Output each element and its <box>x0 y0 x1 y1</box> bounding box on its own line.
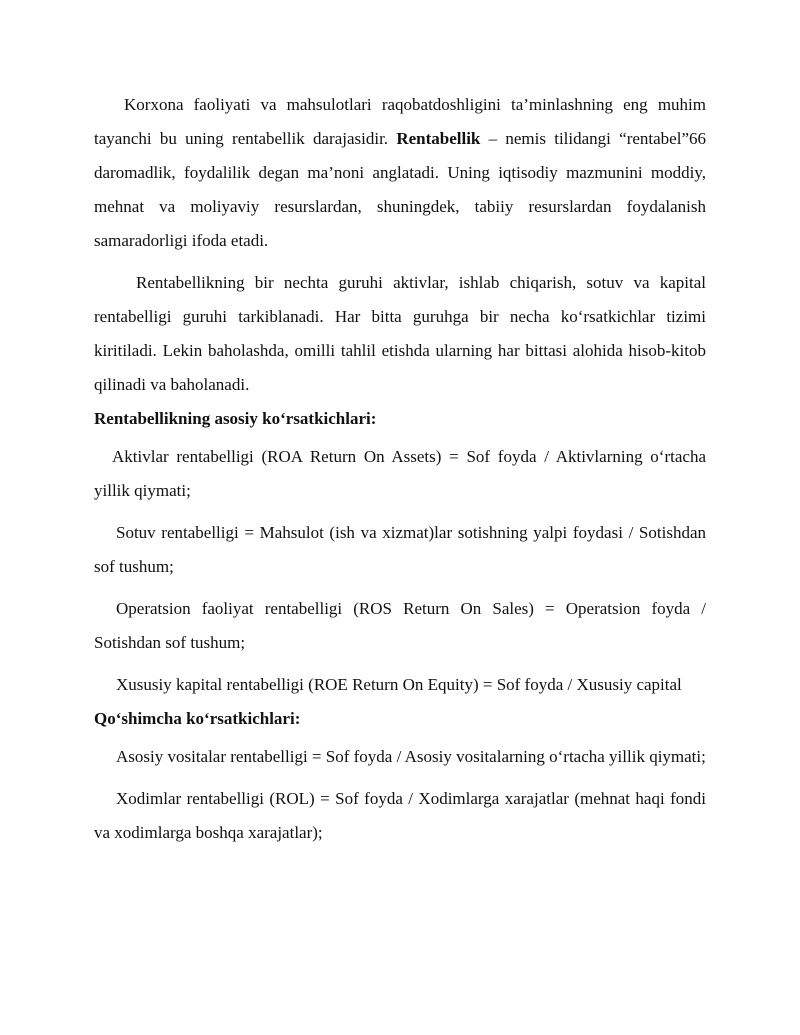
additional-indicators-heading: Qo‘shimcha ko‘rsatkichlari: <box>94 709 301 728</box>
intro-text-end: – nemis tilidangi “rentabel”66 daromadlik, foydalilik degan ma’noni anglatadi. Uning iqtisodiy mazmunini moddiy, mehnat va moliyaviy resurslardan, shuningdek, tabiiy resurslardan foydalanish samaradorligi ifoda etadi. <box>94 129 706 250</box>
formula-rol: Xodimlar rentabelligi (ROL) = Sof foyda / Xodimlarga xarajatlar (mehnat haqi fondi va xodimlarga boshqa xarajatlar); <box>94 789 706 842</box>
formula-ros: Operatsion faoliyat rentabelligi (ROS Return On Sales) = Operatsion foyda / Sotishdan sof tushum; <box>94 599 706 652</box>
main-indicators-heading: Rentabellikning asosiy ko‘rsatkichlari: <box>94 409 377 428</box>
formula-roa: Aktivlar rentabelligi (ROA Return On Assets) = Sof foyda / Aktivlarning o‘rtacha yillik qiymati; <box>94 447 706 500</box>
groups-paragraph: Rentabellikning bir nechta guruhi aktivlar, ishlab chiqarish, sotuv va kapital rentabelligi guruhi tarkiblanadi. Har bitta guruhga bir necha ko‘rsatkichlar tizimi kiritiladi. Lekin baholashda, omilli tahlil etishda ularning har bittasi alohida hisob-kitob qilinadi va baholanadi. <box>94 273 706 394</box>
intro-paragraph <box>94 88 706 258</box>
document-page <box>94 88 706 850</box>
intro-text-start: Korxona faoliyati va mahsulotlari raqobatdoshligini ta’minlashning eng muhim tayanchi bu uning rentabellik darajasidir. <box>94 95 706 148</box>
rentabellik-term: Rentabellik <box>396 129 481 148</box>
formula-fixed-assets: Asosiy vositalar rentabelligi = Sof foyda / Asosiy vositalarning o‘rtacha yillik qiymati; <box>116 747 706 766</box>
formula-roe: Xususiy kapital rentabelligi (ROE Return On Equity) = Sof foyda / Xususiy capital <box>116 675 682 694</box>
formula-sales-profitability: Sotuv rentabelligi = Mahsulot (ish va xizmat)lar sotishning yalpi foydasi / Sotishdan sof tushum; <box>94 523 706 576</box>
